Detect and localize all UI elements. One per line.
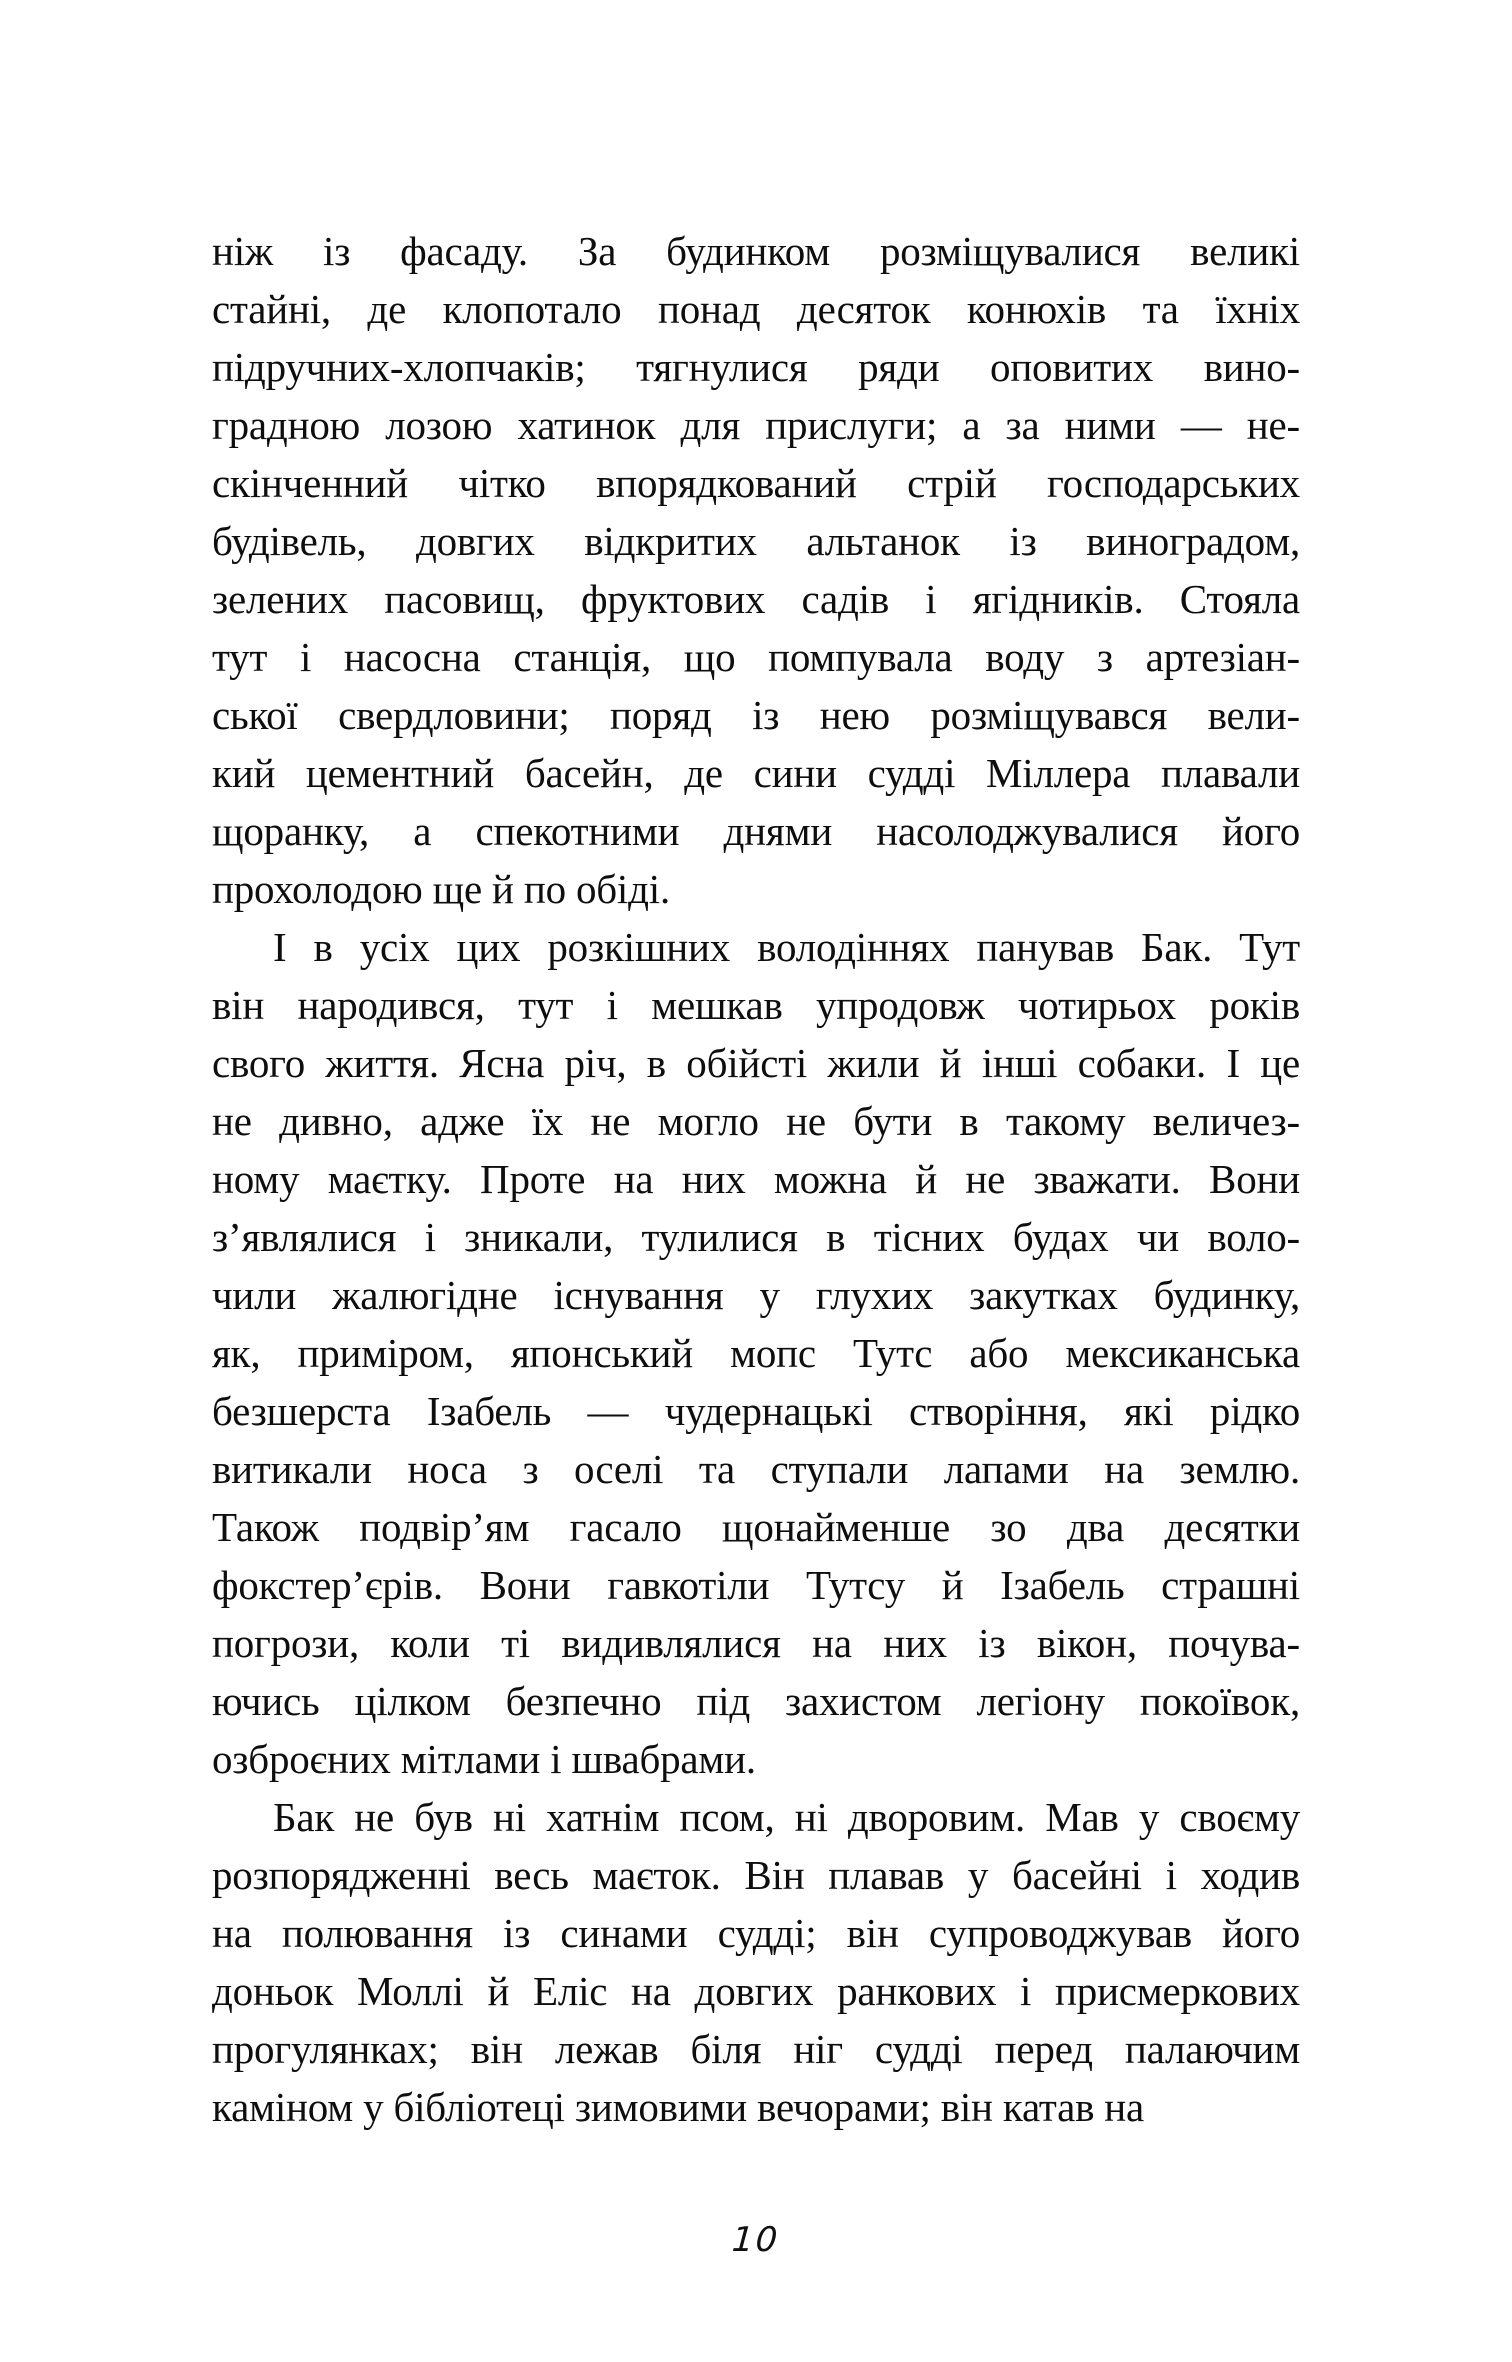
paragraph [212, 1788, 1300, 2136]
text-line: ської свердловини; поряд із нею розміщувався вели- [212, 692, 1300, 738]
text-line: стайні, де клопотало понад десяток конюхів та їхніх [212, 286, 1300, 332]
text-line: ніж із фасаду. За будинком розміщувалися великі [212, 228, 1300, 274]
text-line: прогулянках; він лежав біля ніг судді перед палаючим [212, 2026, 1300, 2072]
text-line: прохолодою ще й по обіді. [212, 866, 670, 912]
text-line: розпорядженні весь маєток. Він плавав у басейні і ходив [212, 1852, 1300, 1898]
page-number: 10 [730, 2220, 782, 2260]
text-line: фокстер’єрів. Вони гавкотіли Тутсу й Ізабель страшні [212, 1562, 1300, 1608]
page-text [212, 222, 1300, 2136]
text-line: ючись цілком безпечно під захистом легіону покоївок, [212, 1678, 1300, 1724]
text-line: як, приміром, японський мопс Тутс або мексиканська [212, 1330, 1300, 1376]
page-footer [0, 2220, 1512, 2260]
text-line: Бак не був ні хатнім псом, ні дворовим. Мав у своєму [273, 1794, 1300, 1840]
text-line: ному маєтку. Проте на них можна й не зважати. Вони [212, 1156, 1300, 1202]
text-line: каміном у бібліотеці зимовими вечорами; він катав на [212, 2084, 1145, 2130]
text-line: Також подвір’ям гасало щонайменше зо два десятки [212, 1504, 1300, 1550]
text-line: він народився, тут і мешкав упродовж чотирьох років [212, 982, 1300, 1028]
paragraph [212, 222, 1300, 918]
text-line: І в усіх цих розкішних володіннях панував Бак. Тут [273, 924, 1300, 970]
text-line: безшерста Ізабель — чудернацькі створіння, які рідко [212, 1388, 1300, 1434]
text-line: кий цементний басейн, де сини судді Міллера плавали [212, 750, 1300, 796]
text-line: чили жалюгідне існування у глухих закутках будинку, [212, 1272, 1300, 1318]
text-line: доньок Моллі й Еліс на довгих ранкових і присмеркових [212, 1968, 1300, 2014]
text-line: озброєних мітлами і швабрами. [212, 1736, 756, 1782]
text-line: зелених пасовищ, фруктових садів і ягідників. Стояла [212, 576, 1300, 622]
text-line: з’являлися і зникали, тулилися в тісних будах чи воло- [212, 1214, 1300, 1260]
text-line: градною лозою хатинок для прислуги; а за ними — не- [212, 402, 1300, 448]
text-line: не дивно, адже їх не могло не бути в такому величез- [212, 1098, 1300, 1144]
text-line: на полювання із синами судді; він супроводжував його [212, 1910, 1300, 1956]
text-line: підручних-хлопчаків; тягнулися ряди оповитих вино- [212, 344, 1300, 390]
text-line: тут і насосна станція, що помпувала воду з артезіан- [212, 634, 1300, 680]
text-line: витикали носа з оселі та ступали лапами на землю. [212, 1446, 1300, 1492]
text-line: будівель, довгих відкритих альтанок із виноградом, [212, 518, 1300, 564]
text-line: скінченний чітко впорядкований стрій господарських [212, 460, 1300, 506]
text-line: щоранку, а спекотними днями насолоджувалися його [212, 808, 1300, 854]
text-line: свого життя. Ясна річ, в обійсті жили й інші собаки. І це [212, 1040, 1300, 1086]
text-line: погрози, коли ті видивлялися на них із вікон, почува- [212, 1620, 1300, 1666]
paragraph [212, 918, 1300, 1788]
